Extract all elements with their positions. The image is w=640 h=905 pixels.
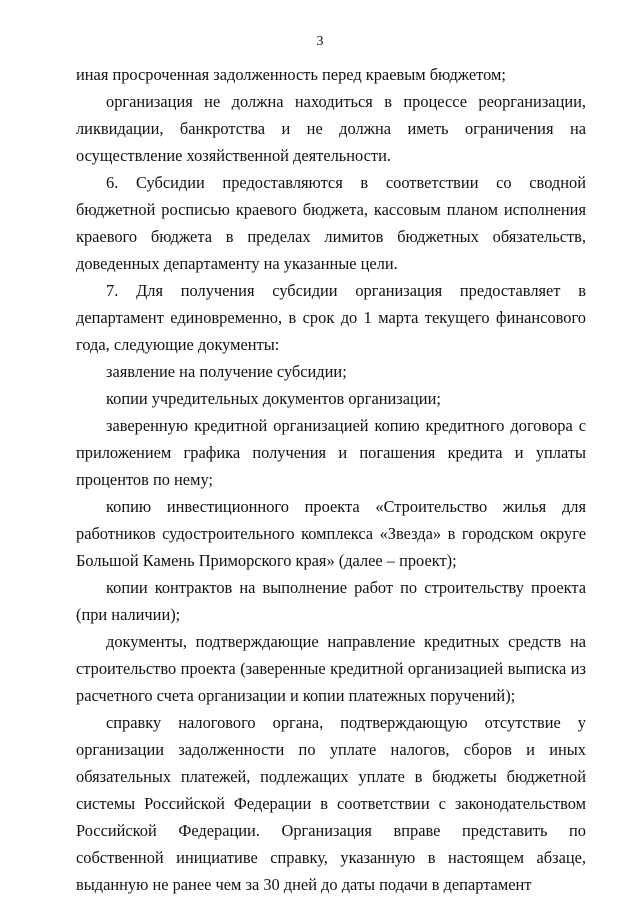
list-item-tax-certificate: справку налогового органа, подтверждающую отсутствие у организации задолженности по уплате налогов, сборов и иных обязательных платежей, подлежащих уплате в бюджеты бюджетной системы Российской Федерации в соответствии с законодательством Российской Федерации. Организация вправе представить по собственной инициативе справку, указанную в настоящем абзаце, выданную не ранее чем за 30 дней до даты подачи в департамент <box>76 713 586 894</box>
page-number: 3 <box>316 34 324 49</box>
list-item-contracts: копии контрактов на выполнение работ по строительству проекта (при наличии); <box>76 578 586 624</box>
paragraph-item-6: 6. Субсидии предоставляются в соответствии со сводной бюджетной росписью краевого бюджета, кассовым планом исполнения краевого бюджета в пределах лимитов бюджетных обязательств, доведенных департаменту на указанные цели. <box>76 173 586 273</box>
list-item-credit-funds-documents: документы, подтверждающие направление кредитных средств на строительство проекта (заверенные кредитной организацией выписка из расчетного счета организации и копии платежных поручений); <box>76 632 586 705</box>
paragraph-debt-continuation: иная просроченная задолженность перед краевым бюджетом; <box>76 65 506 84</box>
list-item-credit-agreement: заверенную кредитной организацией копию кредитного договора с приложением графика получения и погашения кредита и уплаты процентов по нему; <box>76 416 586 489</box>
list-item-investment-project: копию инвестиционного проекта «Строительство жилья для работников судостроительного комплекса «Звезда» в городском округе Большой Камень Приморского края» (далее – проект); <box>76 497 586 570</box>
paragraph-item-7: 7. Для получения субсидии организация предоставляет в департамент единовременно, в срок до 1 марта текущего финансового года, следующие документы: <box>76 281 586 354</box>
document-body <box>76 61 586 898</box>
list-item-application: заявление на получение субсидии; <box>106 362 347 381</box>
paragraph-no-reorganization: организация не должна находиться в процессе реорганизации, ликвидации, банкротства и не должна иметь ограничения на осуществление хозяйственной деятельности. <box>76 92 586 165</box>
list-item-founding-documents: копии учредительных документов организации; <box>106 389 441 408</box>
